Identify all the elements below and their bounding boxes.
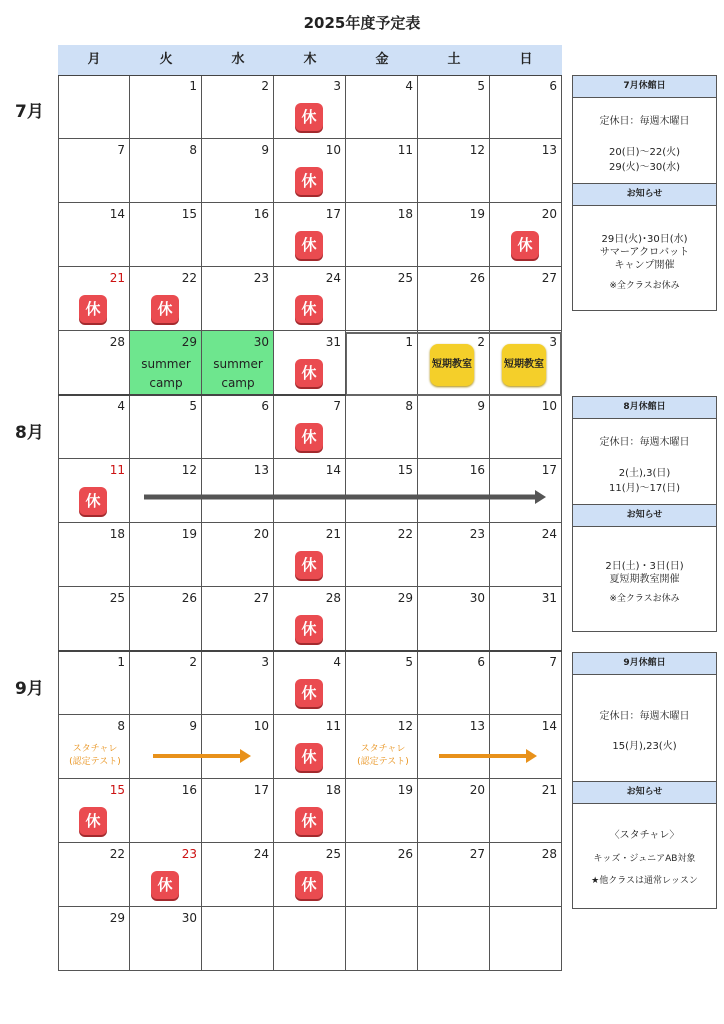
day-cell (346, 587, 418, 651)
day-number: 1 (189, 79, 197, 93)
day-number: 26 (397, 847, 413, 861)
day-cell (202, 267, 274, 331)
day-cell (202, 651, 274, 715)
day-cell (346, 907, 418, 971)
day-cell (490, 267, 562, 331)
closed-badge: 休 (151, 295, 179, 323)
day-number: 24 (253, 847, 269, 861)
day-cell (490, 523, 562, 587)
day-cell (274, 587, 346, 651)
july-closed-body (573, 98, 716, 183)
stachare-line: (認定テスト) (357, 757, 409, 767)
day-cell (58, 459, 130, 523)
august-closure-arrow-shaft (144, 495, 536, 500)
day-cell (202, 75, 274, 139)
day-number: 7 (117, 143, 125, 157)
short-course-badge: 短期教室 (430, 344, 474, 386)
day-number: 27 (469, 847, 485, 861)
day-number: 29 (181, 335, 197, 349)
sidebar-september (572, 652, 717, 909)
day-number: 10 (253, 719, 269, 733)
day-number: 24 (541, 527, 557, 541)
page-title: 2025年度予定表 (303, 14, 421, 32)
august-notice-line: 2日(土)・3日(日) (605, 561, 684, 572)
closed-badge: 休 (295, 423, 323, 451)
july-notice-line: ※全クラスお休み (609, 281, 680, 291)
day-cell (490, 587, 562, 651)
july-notice-line: キャンプ開催 (614, 260, 675, 271)
day-number: 28 (109, 335, 125, 349)
day-number: 14 (325, 463, 341, 477)
day-cell (202, 139, 274, 203)
summer-camp-line: camp (221, 376, 255, 390)
day-cell (274, 139, 346, 203)
september-closed-line: 15(月),23(火) (612, 741, 677, 752)
day-cell (490, 779, 562, 843)
day-cell (202, 715, 274, 779)
weekday-sat: 土 (447, 52, 461, 67)
day-cell (58, 651, 130, 715)
grid-left-border (58, 75, 59, 971)
day-cell (418, 75, 490, 139)
august-notice-line: 夏短期教室開催 (609, 574, 680, 585)
day-cell (346, 203, 418, 267)
day-cell (130, 267, 202, 331)
day-number: 7 (333, 399, 341, 413)
month-label-july: 7月 (15, 102, 44, 122)
day-number: 8 (117, 719, 125, 733)
day-number: 31 (541, 591, 557, 605)
day-cell (490, 715, 562, 779)
day-cell (130, 715, 202, 779)
day-cell (274, 907, 346, 971)
grid-top-border (58, 75, 562, 76)
day-number: 19 (181, 527, 197, 541)
summer-camp-line: summer (141, 357, 191, 371)
day-cell (418, 651, 490, 715)
day-cell (58, 523, 130, 587)
day-number: 30 (469, 591, 485, 605)
weekday-mon: 月 (87, 52, 101, 67)
day-cell (418, 523, 490, 587)
day-number: 20 (469, 783, 485, 797)
closed-badge: 休 (79, 295, 107, 323)
day-number: 12 (181, 463, 197, 477)
sidebar-july (572, 75, 717, 311)
september-notice-line: キッズ・ジュニアAB対象 (593, 854, 696, 864)
day-cell (58, 75, 130, 139)
day-cell (274, 651, 346, 715)
day-cell (274, 395, 346, 459)
day-number: 9 (261, 143, 269, 157)
day-cell (202, 523, 274, 587)
day-number: 4 (405, 79, 413, 93)
day-number: 1 (117, 655, 125, 669)
day-number: 19 (469, 207, 485, 221)
day-number: 13 (541, 143, 557, 157)
day-cell (346, 139, 418, 203)
closed-badge: 休 (295, 679, 323, 707)
weekday-tue: 火 (159, 52, 173, 67)
day-cell (274, 523, 346, 587)
stachare-arrow (153, 748, 251, 764)
day-number: 19 (397, 783, 413, 797)
day-cell (346, 523, 418, 587)
day-cell (418, 779, 490, 843)
day-number: 8 (189, 143, 197, 157)
day-number: 13 (253, 463, 269, 477)
weekday-wed: 水 (231, 52, 245, 67)
day-cell (346, 843, 418, 907)
day-cell (490, 139, 562, 203)
day-cell (130, 203, 202, 267)
day-cell (202, 907, 274, 971)
day-cell (202, 843, 274, 907)
summer-camp-label (130, 355, 202, 393)
august-closed-heading: 8月休館日 (573, 397, 716, 419)
day-number: 21 (325, 527, 341, 541)
month-separator (58, 650, 562, 652)
day-number: 31 (325, 335, 341, 349)
day-cell (58, 843, 130, 907)
july-notice-heading: お知らせ (573, 183, 716, 206)
day-cell (418, 267, 490, 331)
july-notice-line: 29日(火)･30日(水) (601, 234, 688, 245)
day-number: 18 (325, 783, 341, 797)
stachare-line: (認定テスト) (69, 757, 121, 767)
day-cell (490, 75, 562, 139)
day-cell (274, 267, 346, 331)
day-cell (58, 779, 130, 843)
day-cell (130, 395, 202, 459)
day-cell (202, 395, 274, 459)
july-closed-line: 20(日)〜22(火) (608, 147, 681, 158)
day-cell (274, 779, 346, 843)
stachare-arrow-shaft (439, 754, 527, 758)
day-number: 5 (477, 79, 485, 93)
day-number: 5 (405, 655, 413, 669)
day-number: 2 (189, 655, 197, 669)
summer-camp-label (202, 355, 274, 393)
day-number: 10 (541, 399, 557, 413)
september-closed-body (573, 675, 716, 781)
stachare-arrow-head (240, 749, 251, 763)
stachare-line: スタチャレ (360, 744, 406, 754)
day-cell (418, 587, 490, 651)
september-notice-heading: お知らせ (573, 781, 716, 804)
day-cell (202, 779, 274, 843)
closed-badge: 休 (295, 359, 323, 387)
day-cell (418, 907, 490, 971)
july-notice-line: サマーアクロバット (599, 247, 690, 258)
day-number: 25 (109, 591, 125, 605)
summer-camp-line: camp (149, 376, 183, 390)
day-number: 23 (469, 527, 485, 541)
day-number: 21 (541, 783, 557, 797)
day-number: 14 (109, 207, 125, 221)
day-cell (58, 139, 130, 203)
day-number: 2 (477, 335, 485, 349)
day-number: 16 (181, 783, 197, 797)
day-number: 22 (181, 271, 197, 285)
day-number: 4 (117, 399, 125, 413)
day-number: 22 (109, 847, 125, 861)
july-closed-line: 29(火)〜30(水) (608, 162, 681, 173)
day-number: 18 (109, 527, 125, 541)
day-cell (58, 267, 130, 331)
closed-badge: 休 (295, 551, 323, 579)
day-cell (418, 843, 490, 907)
day-cell (274, 715, 346, 779)
day-cell (346, 75, 418, 139)
day-cell (58, 907, 130, 971)
day-cell (490, 843, 562, 907)
september-notice-line: 〈スタチャレ〉 (609, 830, 680, 841)
day-number: 20 (541, 207, 557, 221)
weekday-header (58, 45, 562, 75)
day-number: 15 (397, 463, 413, 477)
weekday-sun: 日 (519, 52, 533, 67)
closed-badge: 休 (511, 231, 539, 259)
day-cell (274, 331, 346, 395)
day-number: 9 (189, 719, 197, 733)
day-number: 11 (325, 719, 341, 733)
month-label-september: 9月 (15, 679, 44, 699)
stachare-arrow (439, 748, 537, 764)
day-number: 28 (541, 847, 557, 861)
day-cell (346, 715, 418, 779)
day-number: 17 (253, 783, 269, 797)
day-cell (418, 715, 490, 779)
september-closed-heading: 9月休館日 (573, 653, 716, 675)
august-closed-line: 11(月)〜17(日) (608, 483, 681, 494)
day-number: 12 (397, 719, 413, 733)
day-cell (346, 779, 418, 843)
august-closure-arrow-head (535, 490, 546, 504)
weekday-thu: 木 (303, 52, 317, 67)
july-closed-line: 定休日：毎週木曜日 (599, 116, 690, 127)
august-notice-heading: お知らせ (573, 504, 716, 527)
closed-badge: 休 (151, 871, 179, 899)
closed-badge: 休 (295, 295, 323, 323)
summer-camp-line: summer (213, 357, 263, 371)
day-cell (58, 587, 130, 651)
day-cell (274, 843, 346, 907)
day-cell (202, 331, 274, 395)
day-number: 29 (397, 591, 413, 605)
stachare-note (64, 743, 126, 769)
day-number: 28 (325, 591, 341, 605)
calendar-grid (58, 75, 562, 973)
day-number: 12 (469, 143, 485, 157)
day-number: 3 (549, 335, 557, 349)
day-cell (418, 395, 490, 459)
august-start-outline (346, 332, 562, 396)
closed-badge: 休 (295, 103, 323, 131)
day-number: 2 (261, 79, 269, 93)
day-number: 25 (325, 847, 341, 861)
closed-badge: 休 (295, 231, 323, 259)
day-cell (58, 203, 130, 267)
sidebar-august (572, 396, 717, 632)
day-number: 13 (469, 719, 485, 733)
day-number: 10 (325, 143, 341, 157)
day-cell (274, 75, 346, 139)
day-cell (274, 203, 346, 267)
day-cell (130, 779, 202, 843)
day-number: 17 (541, 463, 557, 477)
day-cell (58, 395, 130, 459)
day-cell (130, 523, 202, 587)
day-number: 20 (253, 527, 269, 541)
day-number: 3 (261, 655, 269, 669)
day-cell (130, 651, 202, 715)
september-closed-line: 定休日：毎週木曜日 (599, 711, 690, 722)
stachare-line: スタチャレ (72, 744, 118, 754)
august-notice-line: ※全クラスお休み (609, 594, 680, 604)
day-number: 8 (405, 399, 413, 413)
day-number: 7 (549, 655, 557, 669)
day-number: 15 (181, 207, 197, 221)
day-number: 23 (253, 271, 269, 285)
day-cell (490, 907, 562, 971)
day-number: 22 (397, 527, 413, 541)
day-cell (130, 587, 202, 651)
day-number: 14 (541, 719, 557, 733)
day-number: 15 (109, 783, 125, 797)
day-cell (346, 651, 418, 715)
day-number: 30 (181, 911, 197, 925)
day-cell (130, 843, 202, 907)
day-number: 16 (253, 207, 269, 221)
day-number: 23 (181, 847, 197, 861)
day-number: 21 (109, 271, 125, 285)
day-number: 5 (189, 399, 197, 413)
day-cell (130, 139, 202, 203)
day-number: 26 (469, 271, 485, 285)
closed-badge: 休 (295, 615, 323, 643)
closed-badge: 休 (79, 487, 107, 515)
august-closed-body (573, 419, 716, 504)
day-cell (418, 203, 490, 267)
day-number: 6 (549, 79, 557, 93)
august-closure-arrow (144, 489, 546, 505)
day-number: 27 (541, 271, 557, 285)
day-number: 11 (109, 463, 125, 477)
stachare-arrow-shaft (153, 754, 241, 758)
day-number: 17 (325, 207, 341, 221)
day-cell (130, 75, 202, 139)
day-cell (490, 203, 562, 267)
day-number: 16 (469, 463, 485, 477)
day-cell (346, 395, 418, 459)
day-number: 6 (261, 399, 269, 413)
day-cell (58, 715, 130, 779)
august-closed-line: 定休日：毎週木曜日 (599, 437, 690, 448)
closed-badge: 休 (295, 167, 323, 195)
day-number: 24 (325, 271, 341, 285)
day-number: 29 (109, 911, 125, 925)
day-number: 26 (181, 591, 197, 605)
day-cell (58, 331, 130, 395)
day-cell (202, 203, 274, 267)
day-number: 27 (253, 591, 269, 605)
day-cell (490, 395, 562, 459)
day-number: 3 (333, 79, 341, 93)
closed-badge: 休 (79, 807, 107, 835)
stachare-arrow-head (526, 749, 537, 763)
day-cell (418, 139, 490, 203)
day-number: 1 (405, 335, 413, 349)
closed-badge: 休 (295, 871, 323, 899)
day-number: 6 (477, 655, 485, 669)
day-number: 30 (253, 335, 269, 349)
day-cell (130, 331, 202, 395)
day-cell (490, 651, 562, 715)
stachare-note (352, 743, 414, 769)
closed-badge: 休 (295, 743, 323, 771)
september-notice-line: ★他クラスは通常レッスン (591, 876, 698, 886)
month-label-august: 8月 (15, 423, 44, 443)
day-cell (346, 267, 418, 331)
weekday-fri: 金 (375, 52, 389, 67)
day-number: 11 (397, 143, 413, 157)
july-closed-heading: 7月休館日 (573, 76, 716, 98)
closed-badge: 休 (295, 807, 323, 835)
day-number: 9 (477, 399, 485, 413)
day-number: 18 (397, 207, 413, 221)
august-closed-line: 2(土),3(日) (618, 468, 671, 479)
day-number: 4 (333, 655, 341, 669)
day-cell (202, 587, 274, 651)
short-course-badge: 短期教室 (502, 344, 546, 386)
day-number: 25 (397, 271, 413, 285)
day-cell (130, 907, 202, 971)
